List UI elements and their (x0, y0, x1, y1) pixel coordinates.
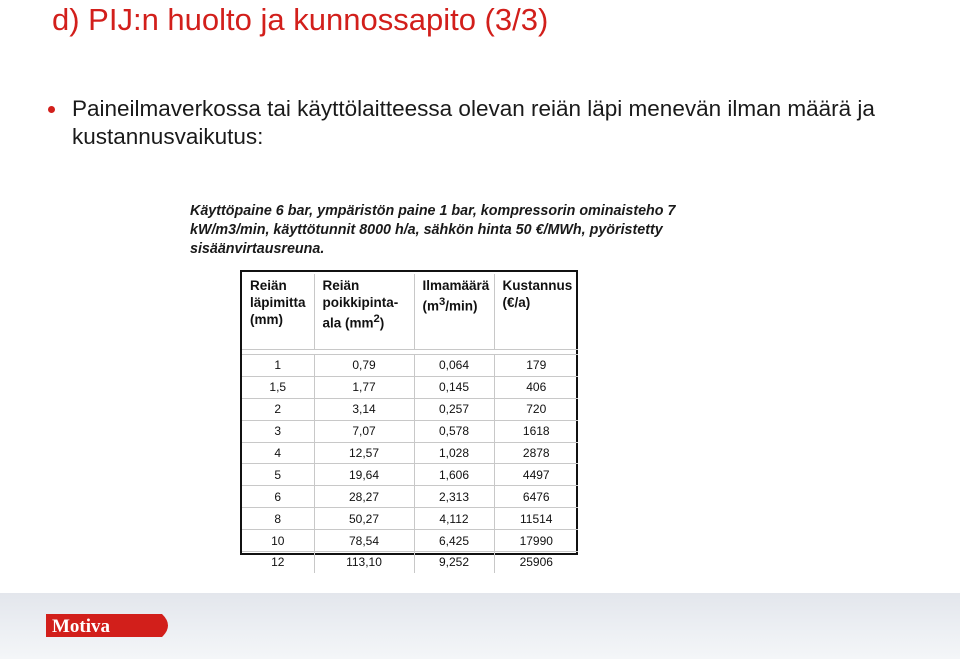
cell-diameter: 3 (242, 420, 314, 442)
cell-flow: 0,257 (414, 398, 494, 420)
cell-flow: 2,313 (414, 486, 494, 508)
cell-area: 3,14 (314, 398, 414, 420)
header-flow-unit-b: /min) (445, 298, 478, 314)
motiva-logo (44, 612, 176, 639)
cell-cost: 179 (494, 355, 578, 377)
header-area-sup: 2 (373, 313, 380, 325)
cell-diameter: 1 (242, 355, 314, 377)
table-row (242, 442, 578, 464)
cell-area: 7,07 (314, 420, 414, 442)
header-flow-sup: 3 (439, 296, 446, 308)
cell-flow: 9,252 (414, 552, 494, 573)
table-row (242, 464, 578, 486)
cell-cost: 2878 (494, 442, 578, 464)
cell-flow: 1,606 (414, 464, 494, 486)
cell-diameter: 2 (242, 398, 314, 420)
table-row (242, 508, 578, 530)
cell-area: 28,27 (314, 486, 414, 508)
cell-area: 12,57 (314, 442, 414, 464)
header-diameter (242, 274, 314, 350)
cell-area: 50,27 (314, 508, 414, 530)
slide-title: d) PIJ:n huolto ja kunnossapito (3/3) (52, 2, 549, 37)
cell-cost: 25906 (494, 552, 578, 573)
table-row (242, 552, 578, 573)
cell-cost: 406 (494, 376, 578, 398)
leak-cost-table-frame (240, 270, 578, 570)
cell-area: 113,10 (314, 552, 414, 573)
header-diameter-line1: Reiän (250, 278, 287, 293)
conditions-note: Käyttöpaine 6 bar, ympäristön paine 1 bar, kompressorin ominaisteho 7 kW/m3/min, käyttötunnit 8000 h/a, sähkön hinta 50 €/MWh, pyöristetty sisäänvirtausreuna. (190, 203, 676, 257)
cell-area: 78,54 (314, 530, 414, 552)
cell-diameter: 10 (242, 530, 314, 552)
header-flow-line1: Ilmamäärä (422, 278, 490, 293)
table-row (242, 420, 578, 442)
cell-cost: 720 (494, 398, 578, 420)
header-area-line1: Reiän (322, 278, 360, 293)
cell-diameter: 4 (242, 442, 314, 464)
cell-area: 0,79 (314, 355, 414, 377)
bullet-item (48, 95, 928, 151)
cell-flow: 0,064 (414, 355, 494, 377)
header-area-line2: poikkipinta- (322, 295, 399, 310)
cell-cost: 17990 (494, 530, 578, 552)
cell-cost: 1618 (494, 420, 578, 442)
cell-diameter: 12 (242, 552, 314, 573)
header-flow-unit-a: (m (422, 298, 439, 314)
cell-flow: 4,112 (414, 508, 494, 530)
cell-flow: 1,028 (414, 442, 494, 464)
cell-cost: 4497 (494, 464, 578, 486)
header-cost (494, 274, 578, 350)
table-row (242, 530, 578, 552)
cell-diameter: 8 (242, 508, 314, 530)
header-area (314, 274, 414, 350)
header-flow (414, 274, 494, 350)
header-diameter-line3: (mm) (250, 312, 283, 327)
table-header-row (242, 274, 578, 350)
header-diameter-line2: läpimitta (250, 295, 306, 310)
table-row (242, 355, 578, 377)
header-area-close: ) (379, 315, 385, 331)
leak-cost-table (242, 274, 578, 573)
header-cost-line1: Kustannus (502, 278, 573, 293)
cell-diameter: 6 (242, 486, 314, 508)
table-row (242, 486, 578, 508)
cell-cost: 11514 (494, 508, 578, 530)
cell-area: 1,77 (314, 376, 414, 398)
table-row (242, 376, 578, 398)
cell-area: 19,64 (314, 464, 414, 486)
table-row (242, 398, 578, 420)
header-cost-line2: (€/a) (502, 295, 531, 310)
cell-flow: 0,145 (414, 376, 494, 398)
logo-text: Motiva (52, 616, 111, 637)
cell-cost: 6476 (494, 486, 578, 508)
cell-diameter: 5 (242, 464, 314, 486)
bullet-text: Paineilmaverkossa tai käyttölaitteessa olevan reiän läpi menevän ilman määrä ja kustannusvaikutus: (72, 96, 875, 149)
cell-diameter: 1,5 (242, 376, 314, 398)
bullet-dot-icon (48, 106, 55, 113)
cell-flow: 0,578 (414, 420, 494, 442)
header-area-line3: ala (mm (322, 315, 374, 331)
cell-flow: 6,425 (414, 530, 494, 552)
